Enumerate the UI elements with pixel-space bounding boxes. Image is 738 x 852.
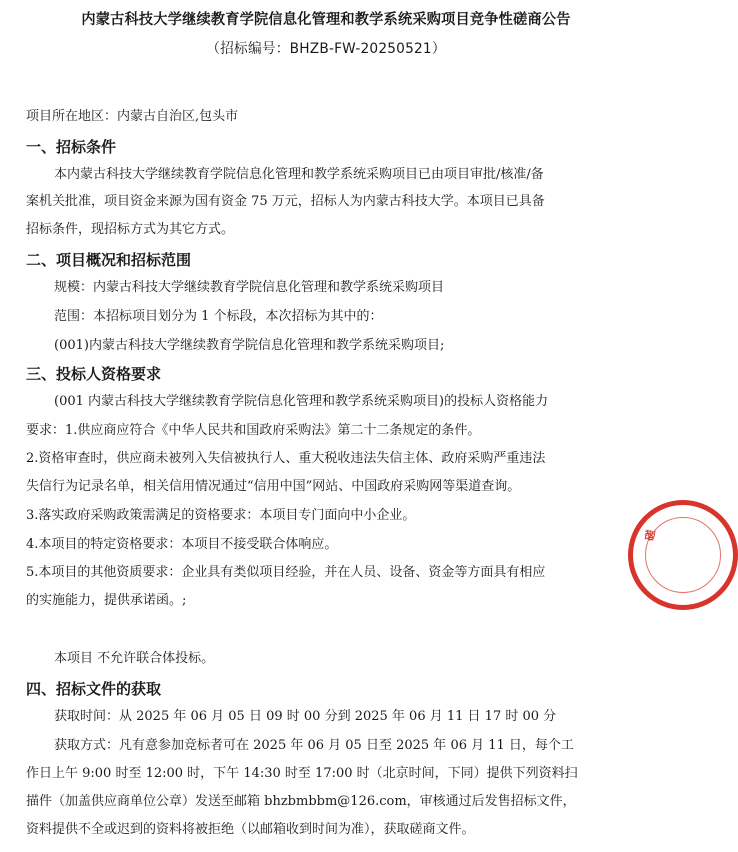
- section-4-line: 作日上午 9:00 时至 12:00 时，下午 14:30 时至 17:00 时（北京时间，下同）提供下列资料扫: [26, 766, 578, 781]
- section-2-line: 规模：内蒙古科技大学继续教育学院信息化管理和教学系统采购项目: [54, 280, 445, 295]
- joint-bid-note: 本项目 不允许联合体投标。: [54, 651, 215, 666]
- section-3-line: 要求：1.供应商应符合《中华人民共和国政府采购法》第二十二条规定的条件。: [26, 423, 481, 438]
- section-1-line: 本内蒙古科技大学继续教育学院信息化管理和教学系统采购项目已由项目审批/核准/备: [54, 167, 544, 182]
- section-1-line: 案机关批准，项目资金来源为国有资金 75 万元，招标人为内蒙古科技大学。本项目已具备: [26, 194, 545, 209]
- section-4-line: 获取时间：从 2025 年 06 月 05 日 09 时 00 分到 2025 年 06 月 11 日 17 时 00 分: [54, 709, 557, 724]
- section-heading-1: 一、招标条件: [26, 138, 117, 156]
- document-title: 内蒙古科技大学继续教育学院信息化管理和教学系统采购项目竞争性磋商公告: [81, 12, 571, 28]
- section-3-line: 5.本项目的其他资质要求：企业具有类似项目经验，并在人员、设备、资金等方面具有相应: [26, 565, 546, 580]
- section-heading-3: 三、投标人资格要求: [26, 365, 162, 383]
- official-seal: [628, 500, 738, 610]
- tender-number: （招标编号：BHZB-FW-20250521）: [206, 41, 446, 57]
- official-seal-ring: [645, 517, 721, 593]
- section-1-line: 招标条件，现招标方式为其它方式。: [26, 222, 235, 237]
- section-2-line: 范围：本招标项目划分为 1 个标段，本次招标为其中的：: [54, 309, 383, 324]
- section-3-line: 4.本项目的特定资格要求：本项目不接受联合体响应。: [26, 537, 338, 552]
- section-2-line: (001)内蒙古科技大学继续教育学院信息化管理和教学系统采购项目;: [54, 338, 445, 353]
- section-4-line: 获取方式：凡有意参加竞标者可在 2025 年 06 月 05 日至 2025 年 06 月 11 日，每个工: [54, 738, 574, 753]
- section-3-line: 失信行为记录名单，相关信用情况通过“信用中国”网站、中国政府采购网等渠道查询。: [26, 479, 521, 494]
- section-4-line: 描件（加盖供应商单位公章）发送至邮箱 bhzbmbbm@126.com，审核通过后发售招标文件，: [26, 794, 576, 809]
- section-heading-2: 二、项目概况和招标范围: [26, 251, 192, 269]
- section-3-line: 的实施能力，提供承诺函。;: [26, 593, 187, 608]
- section-3-line: 3.落实政府采购政策需满足的资格要求：本项目专门面向中小企业。: [26, 508, 416, 523]
- section-heading-4: 四、招标文件的获取: [26, 680, 162, 698]
- project-region: 项目所在地区：内蒙古自治区,包头市: [26, 109, 239, 124]
- section-3-line: (001 内蒙古科技大学继续教育学院信息化管理和教学系统采购项目)的投标人资格能力: [54, 394, 549, 409]
- section-3-line: 2.资格审查时，供应商未被列入失信被执行人、重大税收违法失信主体、政府采购严重违法: [26, 451, 546, 466]
- section-4-line: 资料提供不全或迟到的资料将被拒绝（以邮箱收到时间为准），获取磋商文件。: [26, 822, 475, 837]
- official-seal-text: 磋: [642, 528, 658, 543]
